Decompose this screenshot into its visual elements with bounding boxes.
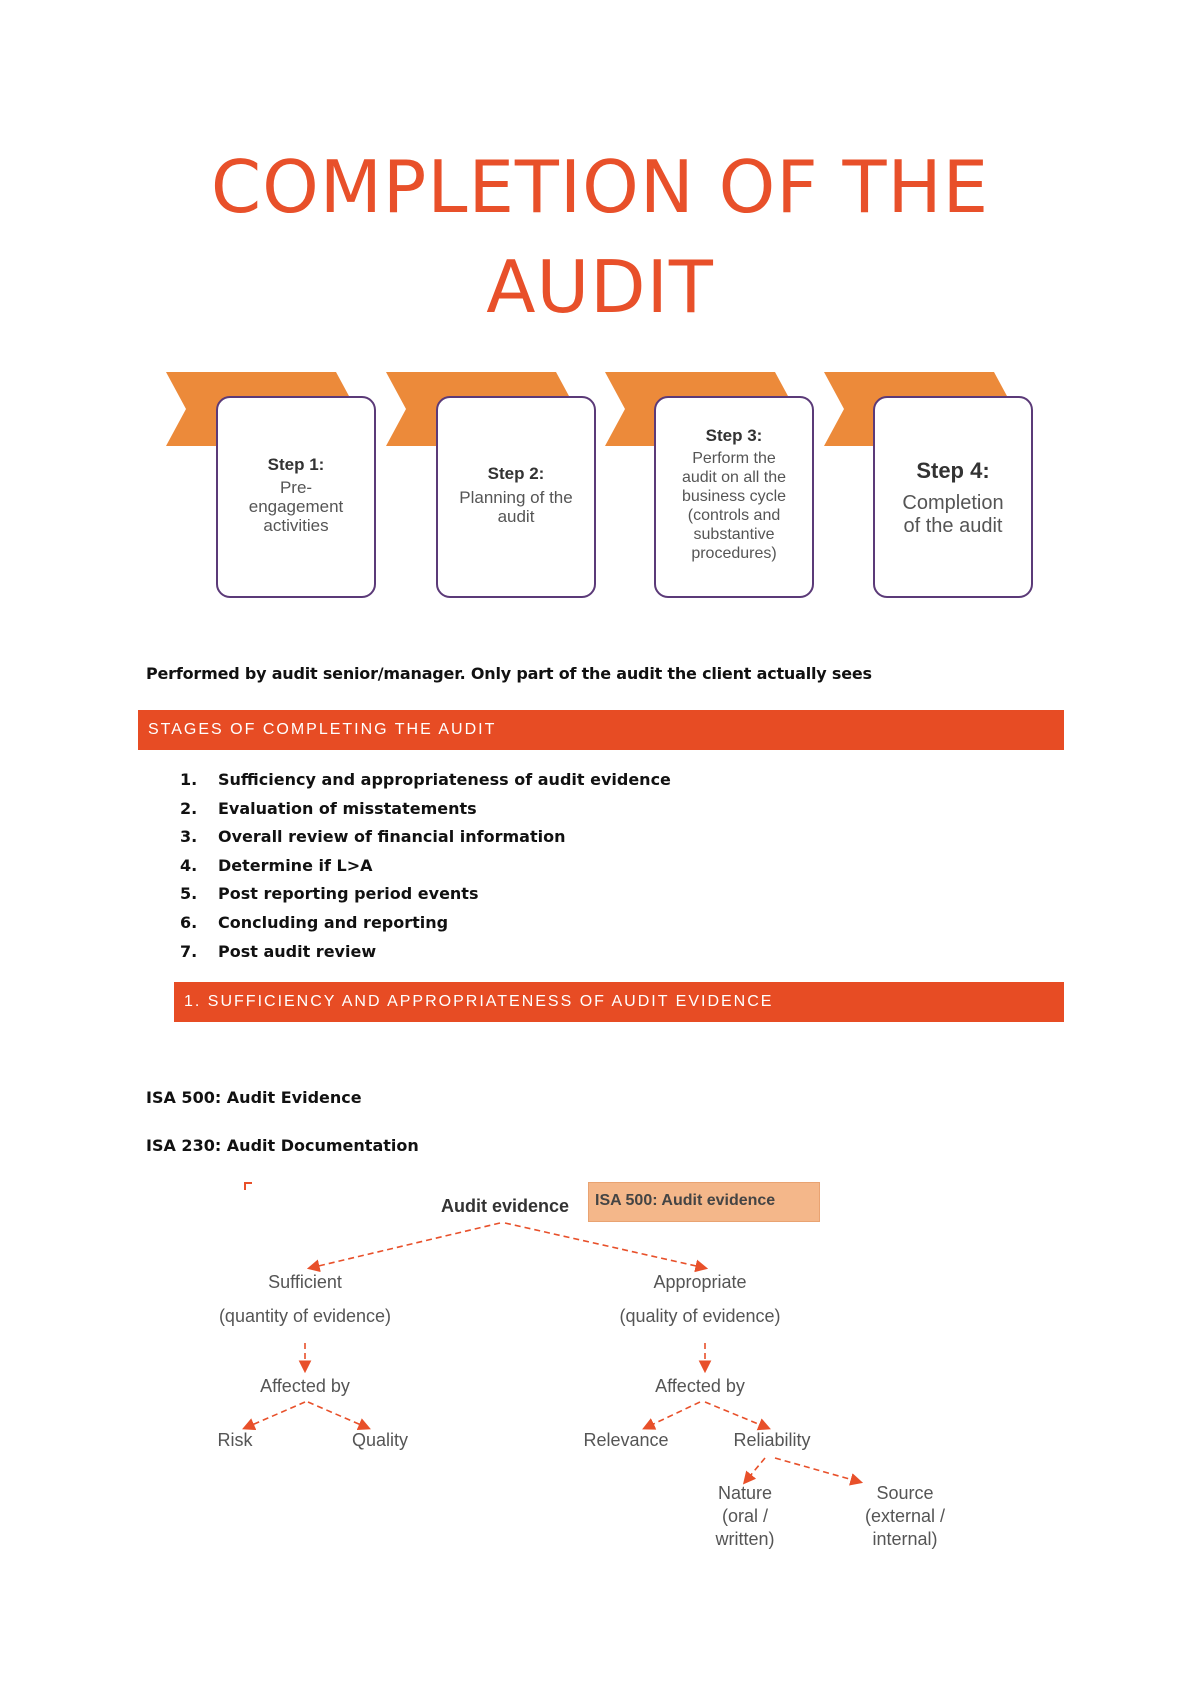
step-3-heading: Step 3:	[705, 426, 763, 445]
step-3-text-line: audit on all the	[681, 469, 787, 486]
section-heading-sufficiency: 1. SUFFICIENCY AND APPROPRIATENESS OF AUDIT EVIDENCE	[174, 982, 1064, 1022]
node-appropriate-sub: (quality of evidence)	[619, 1306, 781, 1326]
list-item: 7. Post audit review	[180, 941, 377, 961]
isa-230-reference: ISA 230: Audit Documentation	[146, 1136, 419, 1155]
isa-500-tag: ISA 500: Audit evidence	[588, 1182, 820, 1222]
node-affected-by-right: Affected by	[655, 1376, 745, 1396]
step-1-heading: Step 1:	[267, 455, 325, 474]
step-3-text-line: business cycle	[681, 488, 787, 505]
list-item: 4. Determine if L>A	[180, 855, 373, 875]
node-nature: Nature (oral / written)	[715, 1483, 775, 1549]
step-4-text-line: of the audit	[903, 515, 1003, 537]
step-1-text-line: activities	[263, 516, 329, 535]
node-relevance: Relevance	[583, 1430, 669, 1450]
step-2-heading: Step 2:	[487, 464, 545, 483]
node-affected-by-left: Affected by	[260, 1376, 350, 1396]
node-audit-evidence: Audit evidence	[440, 1196, 570, 1216]
node-sufficient-sub: (quantity of evidence)	[218, 1306, 392, 1326]
list-item: 3. Overall review of financial information	[180, 827, 566, 847]
performed-by-note: Performed by audit senior/manager. Only part of the audit the client actually sees	[146, 664, 872, 683]
step-4-heading: Step 4:	[916, 458, 990, 483]
node-reliability: Reliability	[733, 1430, 811, 1450]
node-risk: Risk	[217, 1430, 253, 1450]
step-4-text-line: Completion	[902, 492, 1004, 514]
isa-500-reference: ISA 500: Audit Evidence	[146, 1088, 362, 1107]
list-item: 2. Evaluation of misstatements	[180, 798, 477, 818]
step-3-text-line: (controls and	[687, 507, 781, 524]
node-appropriate: Appropriate	[653, 1272, 747, 1292]
node-sufficient: Sufficient	[268, 1272, 342, 1292]
list-item: 1. Sufficiency and appropriateness of audit evidence	[180, 770, 671, 789]
step-2-text-line: audit	[497, 507, 535, 526]
step-3-text-line: substantive	[693, 526, 775, 543]
section-heading-stages: STAGES OF COMPLETING THE AUDIT	[138, 710, 1064, 750]
step-2-text-line: Planning of the	[459, 488, 573, 507]
step-3-text-line: procedures)	[691, 545, 777, 562]
node-quality: Quality	[351, 1430, 409, 1450]
page-title-line-1: COMPLETION OF THE	[210, 145, 990, 229]
step-3-text-line: Perform the	[692, 450, 776, 467]
list-item: 5. Post reporting period events	[180, 884, 479, 904]
step-1-text-line: Pre-	[279, 478, 313, 497]
step-1-text-line: engagement	[248, 497, 344, 516]
list-item: 6. Concluding and reporting	[180, 912, 449, 932]
page-title-line-2: AUDIT	[486, 245, 714, 329]
node-source: Source (external / internal)	[864, 1483, 946, 1549]
